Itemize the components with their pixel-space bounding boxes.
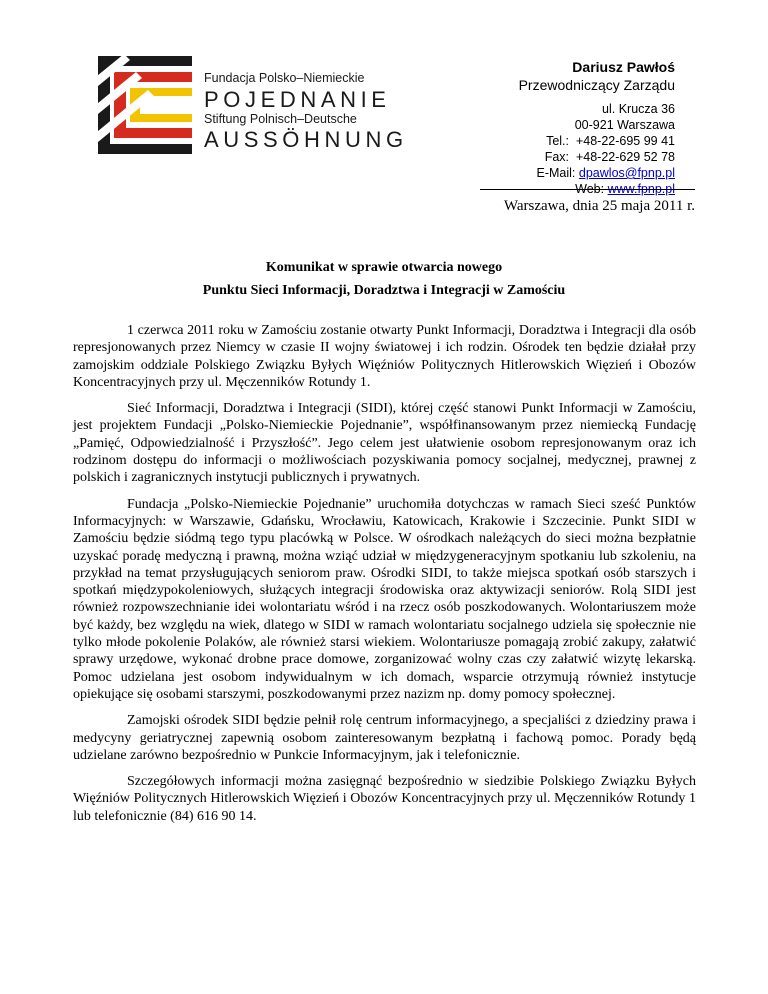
fax-label: Fax: [544, 150, 569, 164]
subject-line-1: Komunikat w sprawie otwarcia nowego [265, 260, 503, 275]
paragraph-2: Sieć Informacji, Doradztwa i Integracji (SIDI), której część stanowi Punkt Informacji w Zamościu, jest projektem Fundacji „Polsko-Niemieckie Pojednanie”, współfinansowanym przez niemiecką Fundację „Pamięć, Odpowiedzialność i Przyszłość”. Jego celem jest ułatwienie osobom represjonowanym oraz ich rodzinom dostępu do informacji o możliwościach pozyskiwania pomocy socjalnej, medycznej, prawnej z polskich i zagranicznych instytucji publicznych i prywatnych. [73, 401, 696, 486]
fax-value: +48-22-629 52 78 [575, 150, 675, 164]
paragraph-3: Fundacja „Polsko-Niemieckie Pojednanie” uruchomiła dotychczas w ramach Sieci sześć Punktów Informacyjnych: w Warszawie, Gdańsku, Wrocławiu, Katowicach, Krakowie i Szczecinie. Punkt SIDI w Zamościu będzie siódmą tego typu placówką w Polsce. W ośrodkach należących do sieci można bezpłatnie uzyskać poradę medyczną i prawną, można wziąć udział w międzygeneracyjnym spotkaniu lub szkoleniu, na przykład na temat przysługujących seniorom praw. Ośrodki SIDI, to także miejsca spotkań osób starszych i spotkań międzypokoleniowych, służących integracji środowiska oraz aktywizacji seniorów. Rolą SIDI jest również rozpowszechnianie idei wolontariatu wśród i na rzecz osób poszkodowanych. Wolontariuszem może być każdy, bez względu na wiek, dlatego w SIDI w ramach wolontariatu socjalnego udziela się społecznie nie tylko młode pokolenie Polaków, ale również starsi wiekiem. Wolontariusze pomagają zrobić zakupy, załatwić sprawy urzędowe, wykonać drobne prace domowe, zorganizować wolny czas czy załatwić wizytę lekarską. Pomoc udzielana jest osobom indywidualnym w ich domach, wsparcie otrzymują również instytucje opiekujące się osobami starszymi, poszkodowanymi przez nazizm np. domy pomocy społecznej. [73, 496, 696, 702]
subject-line-2: Punktu Sieci Informacji, Doradztwa i Integracji w Zamościu [202, 283, 566, 298]
paragraph-5: Szczegółowych informacji można zasięgnąć bezpośrednio w siedzibie Polskiego Związku Byłych Więźniów Politycznych Hitlerowskich Więzień i Obozów Koncentracyjnych przy ul. Męczenników Rotundy 1 lub telefonicznie (84) 616 90 14. [73, 774, 696, 824]
paragraph-1: 1 czerwca 2011 roku w Zamościu zostanie otwarty Punkt Informacji, Doradztwa i Integracji dla osób represjonowanych przez Niemcy w czasie II wojny światowej i ich rodzin. Ośrodek ten będzie działał przy zamojskim oddziale Polskiego Związku Byłych Więźniów Politycznych Hitlerowskich Więzień i Obozów Koncentracyjnych przy ul. Męczenników Rotundy 1. [73, 323, 696, 390]
tel-label: Tel.: [546, 134, 569, 148]
header-divider [480, 189, 695, 190]
sender-city: 00-921 Warszawa [574, 118, 675, 132]
foundation-logo [84, 50, 408, 160]
sender-name: Dariusz Pawłoś [572, 59, 675, 75]
sender-street: ul. Krucza 36 [602, 102, 675, 116]
logo-line-1: Fundacja Polsko–Niemieckie [204, 71, 365, 85]
sender-role: Przewodniczący Zarządu [518, 77, 675, 93]
sender-email [519, 165, 675, 181]
tel-value: +48-22-695 99 41 [575, 134, 675, 148]
letter-date: Warszawa, dnia 25 maja 2011 r. [503, 198, 695, 214]
logo-line-2: POJEDNANIE [204, 87, 391, 112]
logo-line-4: AUSSÖHNUNG [204, 127, 408, 152]
web-link[interactable]: www.fpnp.pl [607, 182, 675, 196]
letter-body [73, 322, 696, 834]
email-label: E-Mail: [536, 166, 576, 180]
logo-line-3: Stiftung Polnisch–Deutsche [204, 112, 357, 126]
paragraph-4: Zamojski ośrodek SIDI będzie pełnił rolę centrum informacyjnego, a specjaliści z dziedziny prawa i medycyny geriatrycznej zapewnią osobom zainteresowanym bezpłatną i fachową pomoc. Porady będą udzielane zarówno bezpośrednio w Punkcie Informacyjnym, jak i telefonicznie. [73, 713, 696, 763]
logo-emblem-icon [84, 50, 202, 160]
sender-contact [519, 58, 675, 197]
sender-tel [519, 133, 675, 149]
sender-fax [519, 149, 675, 165]
email-link[interactable]: dpawlos@fpnp.pl [578, 166, 675, 180]
web-label: Web: [575, 182, 605, 196]
